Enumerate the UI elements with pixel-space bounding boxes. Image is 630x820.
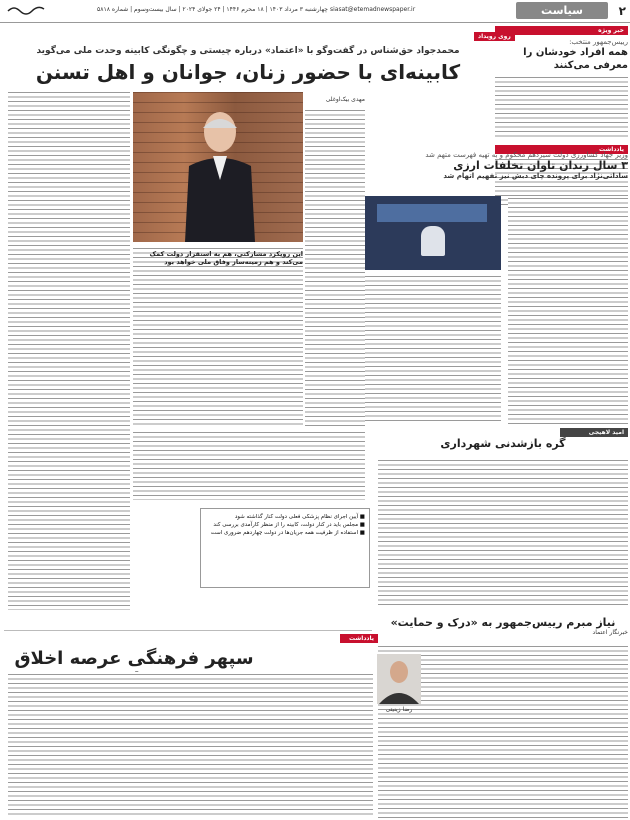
tag-main: روی رویداد xyxy=(474,32,515,41)
article-body xyxy=(365,274,501,424)
news-photo xyxy=(365,196,501,270)
author-name: رضا زینیتی xyxy=(385,706,413,713)
article-body xyxy=(305,108,365,426)
email-address[interactable]: siasat@etemadnewspaper.ir xyxy=(330,6,416,13)
newspaper-logo-icon xyxy=(6,3,46,15)
article-body xyxy=(133,246,303,426)
page-number: ۲ xyxy=(618,4,626,18)
pull-quote: این رویکرد مشارکتی، هم به استقرار دولت کمک می‌کند و هم زمینه‌ساز وفاق ملی خواهد بود xyxy=(149,250,303,266)
subheadline: ساداتی‌نژاد برای پرونده چای دبش نیز تفهیم اتهام شد xyxy=(443,172,628,180)
byline: خبرنگار اعتماد xyxy=(592,629,628,636)
interview-photo xyxy=(133,92,303,242)
highlight-item: ■ مجلس باید در کنار دولت، کابینه را از منظر کارآمدی بررسی کند xyxy=(213,522,365,528)
divider xyxy=(4,630,372,631)
main-kicker: محمدجواد حق‌شناس در گفت‌وگو با «اعتماد» درباره چیستی و چگونگی کابینه وحدت ملی می‌گوید xyxy=(36,46,460,56)
main-headline[interactable]: کابینه‌ای با حضور زنان، جوانان و اهل تسنن xyxy=(35,60,461,84)
highlight-item: ■ آیین اجرای نظام پزشکی فعلی دولت کنار گذاشته شود xyxy=(234,514,365,520)
author-photo xyxy=(377,654,421,704)
author-avatar-icon xyxy=(377,654,421,704)
article-body xyxy=(133,430,365,500)
highlight-item: ■ استفاده از ظرفیت همه جریان‌ها در دولت چهاردهم ضروری است xyxy=(210,530,365,536)
main-byline: مهدی بیک‌اوغلی xyxy=(325,96,365,103)
bottom-headline[interactable]: سپهر فرهنگی عرصه اخلاق xyxy=(14,648,254,669)
section-label: سیاست xyxy=(516,2,608,19)
highlights-box xyxy=(200,508,370,588)
article-body xyxy=(378,458,628,608)
tag-note: یادداشت xyxy=(495,145,628,154)
kicker: وزیر جهاد کشاورزی دولت سیزدهم محکوم و به تهیه فهرست متهم شد xyxy=(425,151,628,159)
kicker: رییس‌جمهور منتخب: xyxy=(569,38,628,46)
headline[interactable]: ۳ سال زندان تاوان تخلفات ارزی xyxy=(453,159,628,172)
article-body xyxy=(8,90,130,610)
dateline: چهارشنبه ۳ مرداد ۱۴۰۳ | ۱۸ محرم ۱۴۴۶ | ۲۴ جولای ۲۰۲۴ | سال بیست‌وسوم | شماره ۵۸۱۸ xyxy=(97,6,328,13)
tag-author: امید لاهیجی xyxy=(560,428,628,437)
tag-special-news: خبر ویژه xyxy=(495,26,628,35)
person-silhouette-icon xyxy=(185,106,255,242)
headline[interactable]: همه افراد خودشان را معرفی می‌کنند xyxy=(523,47,628,71)
headline[interactable]: گره بازشدنی شهرداری xyxy=(440,437,566,450)
headline[interactable]: نیاز مبرم رییس‌جمهور به «درک و حمایت» xyxy=(390,616,616,629)
tag-note: یادداشت xyxy=(340,634,378,643)
article-body xyxy=(8,672,373,818)
article-body xyxy=(495,75,628,137)
article-body xyxy=(508,196,628,424)
